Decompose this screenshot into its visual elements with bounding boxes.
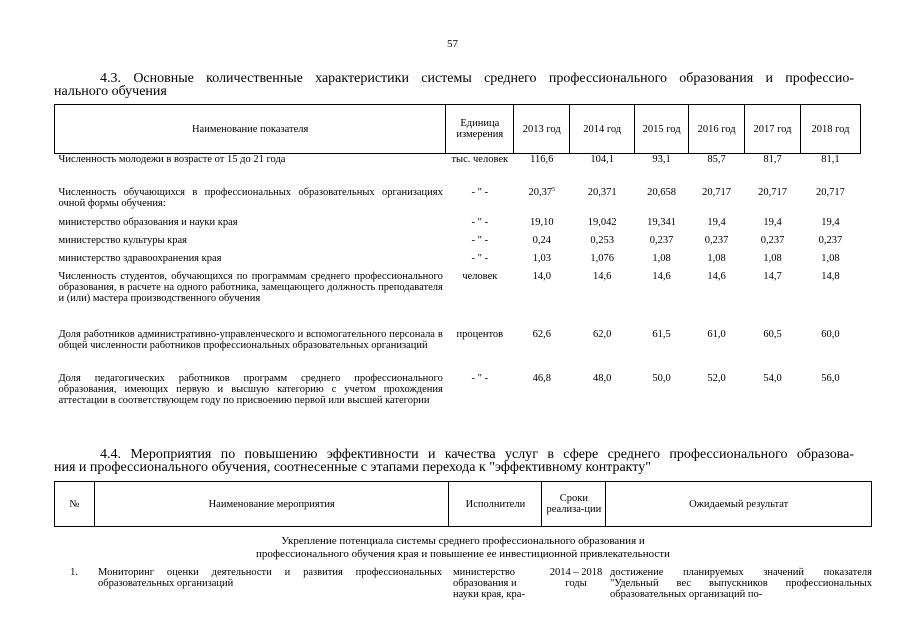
value-2016: 61,0	[707, 328, 726, 340]
table-row	[55, 187, 861, 217]
indicator-name: министерство образования и науки края	[58, 216, 238, 228]
header-year-2015: 2015 год	[635, 105, 689, 154]
indicator-name: Численность обучающихся в профессиональных образовательных организациях очной формы обучения:	[58, 186, 443, 209]
value-2016: 85,7	[707, 154, 726, 165]
value-2017: 1,08	[763, 252, 782, 264]
measure-number: 1.	[70, 567, 78, 578]
table-row	[55, 154, 861, 187]
value-2015: 1,08	[652, 252, 671, 264]
value-2014: 0,253	[590, 234, 614, 246]
value-2018: 60,0	[821, 328, 840, 340]
header-dates: Сроки реализа-ции	[542, 482, 606, 527]
indicator-unit: человек	[462, 270, 498, 282]
section-4-4-title-line1: 4.4. Мероприятия по повышению эффективности и качества услуг в сфере среднего профессионального образова-	[100, 447, 854, 462]
header-number: №	[55, 482, 95, 527]
section-4-4-title	[54, 448, 854, 474]
subsection-title-line1: Укрепление потенциала системы среднего профессионального образования и	[281, 535, 645, 547]
indicator-name: министерство культуры края	[58, 234, 188, 246]
header-year-2017: 2017 год	[745, 105, 801, 154]
value-2017: 0,237	[760, 234, 785, 246]
measure-dates: 2014 – 2018 годы	[549, 567, 603, 589]
value-2015: 93,1	[652, 154, 671, 165]
measure-result: достижение планируемых значений показателя "Удельный вес выпускников профессиональных образовательных организаций по-	[610, 567, 872, 600]
value-2013: 14,0	[532, 270, 551, 282]
value-2013: 46,8	[532, 372, 551, 384]
header-year-2018: 2018 год	[800, 105, 860, 154]
header-activity: Наименование мероприятия	[94, 482, 448, 527]
table-row	[55, 329, 861, 373]
value-2016: 20,717	[702, 186, 731, 198]
indicator-name: Численность студентов, обучающихся по программам среднего профессионального образования, в расчете на одного работника, замещающего должность преподавателя и (или) мастера производственного обучения	[58, 270, 443, 304]
value-2018: 20,717	[816, 186, 845, 198]
indicator-unit: - " -	[471, 252, 489, 264]
header-year-2013: 2013 год	[514, 105, 570, 154]
subsection-title-line2: профессионального обучения края и повышение ее инвестиционной привлекательности	[256, 548, 670, 560]
section-4-3-title-line1: 4.3. Основные количественные характеристики системы среднего профессионального образования и профессио-	[100, 71, 854, 86]
value-2013: 116,6	[530, 154, 554, 165]
value-2016: 14,6	[707, 270, 726, 282]
value-2017: 81,7	[763, 154, 782, 165]
value-2014: 19,042	[587, 216, 617, 228]
value-2018: 0,237	[818, 234, 843, 246]
value-2014: 62,0	[592, 328, 612, 340]
value-2013: 19,10	[529, 216, 554, 228]
value-2015: 50,0	[652, 372, 671, 384]
value-2015: 0,237	[649, 234, 674, 246]
value-2015: 20,658	[647, 186, 677, 198]
measures-table	[54, 481, 872, 527]
characteristics-table	[54, 104, 861, 425]
indicator-unit: - " -	[471, 216, 489, 228]
indicator-name: Численность молодежи в возрасте от 15 до 21 года	[58, 154, 286, 165]
value-2015: 19,341	[647, 216, 677, 228]
table-row	[55, 253, 861, 271]
footnote-marker: 5	[552, 186, 556, 193]
value-2014: 48,0	[592, 372, 612, 384]
value-2017: 14,7	[763, 270, 782, 282]
table-header-row	[55, 482, 872, 527]
value-2015: 61,5	[652, 328, 671, 340]
value-2015: 14,6	[652, 270, 671, 282]
section-4-4-title-line2: ния и профессионального обучения, соотнесенные с этапами перехода к "эффективному контракту"	[54, 460, 651, 475]
indicator-name: Доля работников административно-управленческого и вспомогательного персонала в общей численности работников профессиональных образовательных организаций	[58, 328, 443, 351]
indicator-unit: - " -	[471, 372, 489, 384]
page-number: 57	[447, 38, 458, 50]
value-2014: 1,076	[590, 252, 614, 264]
indicator-unit: - " -	[471, 234, 489, 246]
measure-activity: Мониторинг оценки деятельности и развития профессиональных образовательных организаций	[98, 567, 442, 589]
value-2016: 1,08	[707, 252, 726, 264]
indicator-unit: - " -	[471, 186, 489, 198]
measure-executors: министерство образования и науки края, кра-	[453, 567, 525, 600]
value-2017: 19,4	[763, 216, 782, 228]
value-2018: 14,8	[821, 270, 840, 282]
value-2018: 81,1	[821, 154, 840, 165]
value-2013-text: 20,37	[528, 186, 553, 198]
subsection-title	[54, 535, 872, 561]
value-2016: 0,237	[704, 234, 729, 246]
header-year-2014: 2014 год	[570, 105, 635, 154]
value-2013: 62,6	[532, 328, 551, 340]
value-2014: 104,1	[590, 154, 614, 165]
value-2017: 54,0	[763, 372, 782, 384]
indicator-name: министерство здравоохранения края	[58, 252, 222, 264]
value-2018: 56,0	[821, 372, 840, 384]
header-indicator-name: Наименование показателя	[55, 105, 446, 154]
section-4-3-title-line2: нального обучения	[54, 84, 167, 99]
header-unit: Единица измерения	[446, 105, 514, 154]
value-2018: 19,4	[821, 216, 840, 228]
value-2017: 60,5	[763, 328, 782, 340]
value-2016: 52,0	[707, 372, 726, 384]
indicator-unit: процентов	[456, 328, 504, 340]
value-2014: 14,6	[592, 270, 612, 282]
value-2018: 1,08	[821, 252, 840, 264]
value-2013: 0,24	[532, 234, 551, 246]
indicator-unit: тыс. человек	[451, 154, 509, 165]
value-2013: 1,03	[532, 252, 551, 264]
section-4-3-title	[54, 72, 854, 98]
header-result: Ожидаемый результат	[606, 482, 872, 527]
value-2013	[514, 187, 570, 217]
indicator-name: Доля педагогических работников программ среднего профессионального образования, имеющих первую и высшую категорию с учетом прохождения аттестации в соответствующем году по присвоению первой или высшей категории	[58, 372, 443, 406]
header-year-2016: 2016 год	[689, 105, 745, 154]
table-row	[55, 373, 861, 425]
table-row	[55, 217, 861, 235]
table-row	[55, 235, 861, 253]
table-row	[55, 271, 861, 329]
value-2016: 19,4	[707, 216, 726, 228]
table-header-row	[55, 105, 861, 154]
header-executors: Исполнители	[449, 482, 542, 527]
value-2014: 20,371	[587, 186, 617, 198]
value-2017: 20,717	[758, 186, 787, 198]
